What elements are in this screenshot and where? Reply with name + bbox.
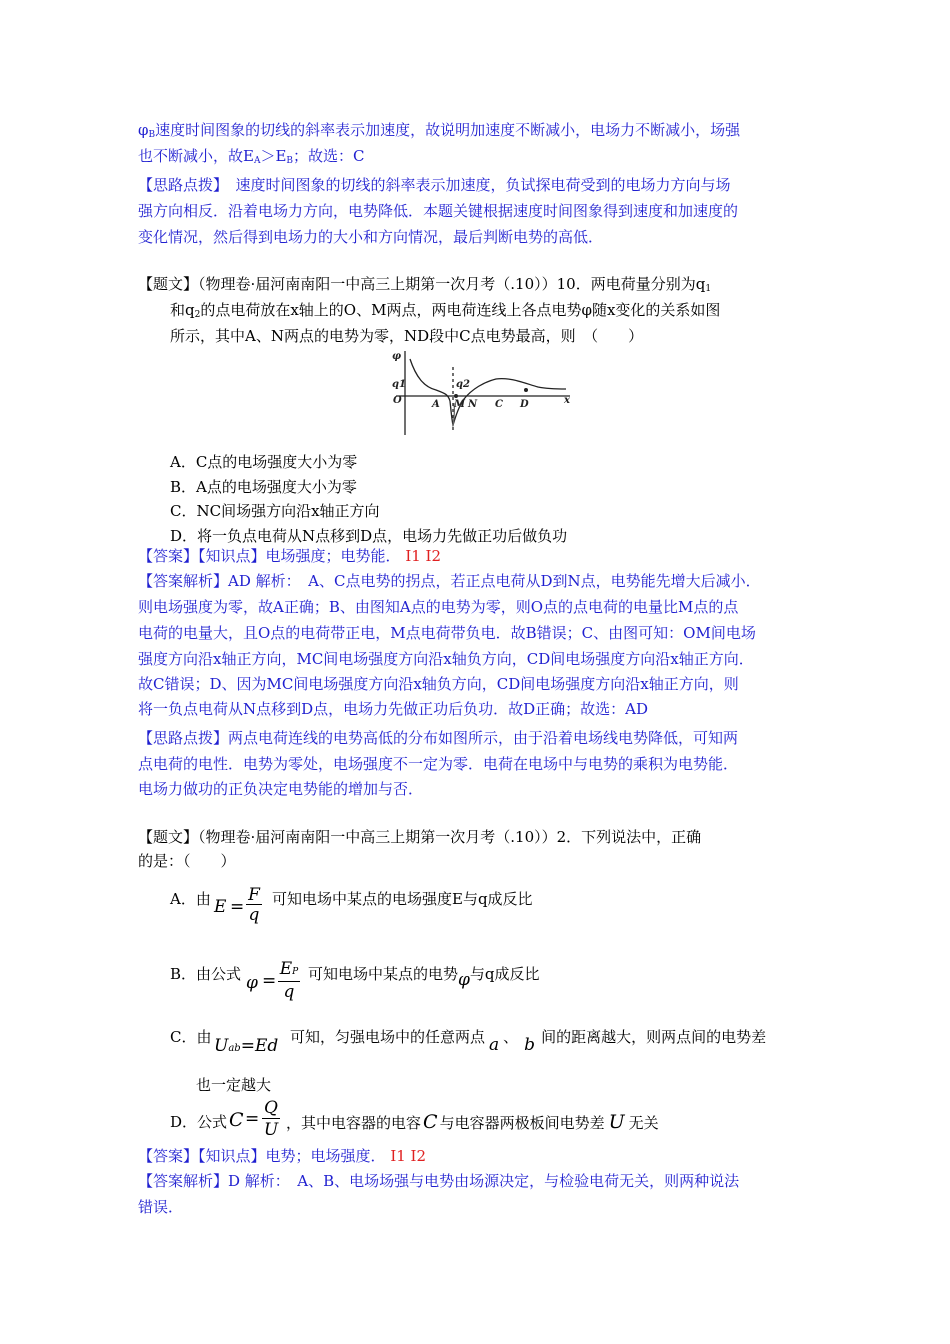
- option-b: B．由公式: [170, 965, 242, 983]
- option-b: B．A点的电场强度大小为零: [170, 478, 357, 496]
- point-m-label: M: [454, 399, 466, 410]
- question-head: 【题文】（物理卷·届河南南阳一中高三上期第一次月考（.10））10．两电荷量分别为$q_1$: [138, 275, 712, 294]
- formula-uab: Uab=Ed: [214, 1036, 279, 1056]
- point-d-label: D: [520, 399, 529, 410]
- knowledge-code: I1 I2: [390, 1147, 427, 1165]
- phi-label: φ: [392, 351, 402, 362]
- explanation-line: 【答案解析】AD 解析： A、C点电势的拐点，若正点电荷从D到N点，电势能先增大后减小．: [138, 572, 761, 590]
- explanation-line: 电荷的电量大，且O点的电荷带正电，M点电荷带负电．故B错误；C、由图可知：OM间电场: [138, 624, 756, 642]
- knowledge-code: I1 I2: [405, 547, 442, 565]
- explanation-line: 【答案解析】D 解析： A、B、电场场强与电势由场源决定，与检验电荷无关，则两种说法: [138, 1172, 740, 1190]
- formula-eq: =: [262, 971, 277, 991]
- potential-graph-figure: [388, 347, 578, 439]
- answer-line: 【答案】【知识点】电场强度；电势能． I1 I2: [138, 547, 442, 565]
- fraction-ep-over-q: $\frac{EP}{q}$: [279, 959, 299, 1002]
- tip-line: 变化情况，然后得到电场力的大小和方向情况，最后判断电势的高低．: [138, 228, 604, 246]
- option-d: D．将一负点电荷从N点移到D点，电场力先做正功后做负功: [170, 527, 568, 545]
- fraction-q-over-u: $\frac{Q}{U}$: [263, 1098, 279, 1140]
- point-marker: [454, 394, 458, 398]
- option-c: C．NC间场强方向沿x轴正方向: [170, 502, 380, 520]
- explanation-label: 【答案解析】: [138, 572, 229, 590]
- origin-label: O: [393, 395, 402, 406]
- option-b-text: 可知电场中某点的电势φ与q成反比: [308, 965, 540, 990]
- fraction-f-over-q: $\frac{F}{q}$: [246, 886, 262, 925]
- option-a: A．C点的电场强度大小为零: [170, 453, 358, 471]
- explanation-line: 强度方向沿x轴正方向，MC间电场强度方向沿x轴负方向，CD间电场强度方向沿x轴正方向．: [138, 650, 754, 668]
- explanation-label: 【答案解析】: [138, 1172, 229, 1190]
- option-d-text: ，其中电容器的电容 C 与电容器两极板间电势差 U 无关: [286, 1111, 659, 1133]
- option-a: A．由: [170, 890, 211, 908]
- option-d: D．公式: [170, 1113, 228, 1131]
- tip-line: 【思路点拨】两点电荷连线的电势高低的分布如图所示，由于沿着电场线电势降低，可知两: [138, 729, 739, 747]
- potential-curve: [410, 359, 566, 425]
- question-head: 【题文】（物理卷·届河南南阳一中高三上期第一次月考（.10））2．下列说法中，正确: [138, 828, 702, 846]
- question-line: 所示，其中A、N两点的电势为零，ND段中C点电势最高，则 （ ）: [170, 327, 644, 345]
- point-n-label: N: [468, 399, 478, 410]
- tip-line: 点电荷的电性．电势为零处，电场强度不一定为零．电荷在电场中与电势的乘积为电势能．: [138, 755, 739, 773]
- formula-c: C: [229, 1109, 244, 1131]
- formula-phi: φ: [246, 973, 258, 993]
- explanation-line: 错误．: [138, 1198, 184, 1216]
- q2-label: q2: [456, 379, 470, 390]
- option-c-text: 可知，匀强电场中的任意两点 a 、 b 间的距离越大，则两点间的电势差: [290, 1028, 767, 1055]
- tip-label: 【思路点拨】: [138, 729, 229, 747]
- formula-eq: =: [230, 897, 245, 917]
- x-label: x: [564, 395, 570, 406]
- formula-eq: =: [245, 1109, 260, 1129]
- q1-label: q1: [392, 379, 406, 390]
- option-c: C．由: [170, 1028, 212, 1046]
- explanation-line: 则电场强度为零，故A正确；B、由图知A点的电势为零，则O点的点电荷的电量比M点的点: [138, 598, 739, 616]
- explanation-line: 将一负点电荷从N点移到D点，电场力先做正功后负功．故D正确；故选：AD: [138, 700, 649, 718]
- tip-line: 【思路点拨】 速度时间图象的切线的斜率表示加速度，负试探电荷受到的电场力方向与场: [138, 176, 731, 194]
- option-a-text: 可知电场中某点的电场强度E与q成反比: [272, 890, 533, 908]
- answer-line: 【答案】【知识点】电势；电场强度． I1 I2: [138, 1147, 427, 1165]
- point-c-label: C: [495, 399, 503, 410]
- formula-e: E: [214, 897, 227, 917]
- question-line: 和$q_2$的点电荷放在x轴上的O、M两点，两电荷连线上各点电势φ随x变化的关系如图: [170, 301, 721, 320]
- point-a-label: A: [432, 399, 440, 410]
- point-marker: [524, 388, 528, 392]
- explanation-line: 故C错误；D、因为MC间电场强度方向沿x轴负方向，CD间电场强度方向沿x轴正方向，则: [138, 675, 739, 693]
- tip-label: 【思路点拨】: [138, 176, 221, 194]
- tip-line: 电场力做功的正负决定电势能的增加与否．: [138, 780, 424, 798]
- text-line: $\varphi_B$速度时间图象的切线的斜率表示加速度，故说明加速度不断减小，电场力不断减小，场强: [138, 121, 741, 140]
- tip-line: 强方向相反．沿着电场力方向，电势降低．本题关键根据速度时间图象得到速度和加速度的: [138, 202, 739, 220]
- text-line: 也不断减小，故$E_A>E_B$；故选：C: [138, 147, 365, 166]
- question-line: 的是：（ ）: [138, 852, 236, 870]
- option-c-line2: 也一定越大: [196, 1076, 272, 1094]
